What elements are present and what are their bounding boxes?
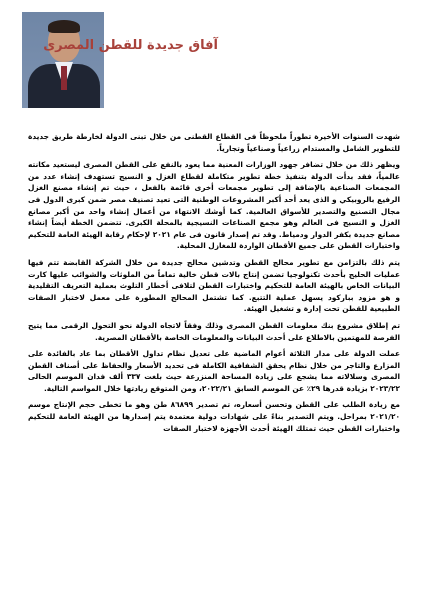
paragraph: عملت الدولة على مدار الثلاثة أعوام الماضية على تعديل نظام تداول الأقطان بما عاد بالفائدة على المزارع والتاجر من خلال نظام يحقق الشفافية الكاملة فى تحديد الأسعار والحفاظ على أصناف القطن المصرى وسلالاته مما يشجع على زيادة المساحة المنزرعة حيث بلغت ٣٣٧ ألف فدان الموسم الحالى ٢٠٢٣/٢٢ بزيادة قدرها ٢٩٪ عن الموسم السابق ٢٠٢٢/٢١، ومن المتوقع زيادتها خلال المواسم التالية. (28, 349, 400, 393)
paragraph: تم إطلاق مشروع بنك معلومات القطن المصرى وذلك وفقاً لاتجاه الدولة نحو التحول الرقمى مما يتيح الفرصة للمهتمين بالاطلاع على أحدث البيانات والمعلومات الخاصة بالأقطان المصرية. (28, 320, 400, 342)
photo-hair (48, 20, 80, 33)
article-body (28, 131, 400, 439)
photo-tie (61, 66, 67, 90)
article-title: آفاق جديدة للقطن المصرى (43, 38, 218, 53)
paragraph: شهدت السنوات الأخيرة تطوراً ملحوظاً فى القطاع القطنى من خلال تبنى الدولة لخارطة طريق جديدة للتطوير الشامل والمستدام زراعياً وصناعياً وتجارياً. (28, 132, 400, 153)
paragraph: يتم ذلك بالتزامن مع تطوير محالج القطن وتدشين محالج جديدة من خلال الشركة القابضة تتم فيها عمليات الحليج بأحدث تكنولوجيا تضمن إنتاج بالات قطن خالية تماماً من الملوثات والشوائب عليها كارت البيانات الخاص بالهيئة العامة للتحكيم واختبارات القطن لتلافى أخطار التلوث بعملية التعريف التقليدية و هو مزود بباركود يسهل عملية التتبع. كما تشتمل المحالج المطورة على معمل لاختبار الصفات الطبيعية للقطن تحت إدارة و تشغيل الهيئة. (28, 257, 400, 314)
paragraph: ويظهر ذلك من خلال تضافر جهود الوزارات المعنية مما يعود بالنفع على القطن المصرى ليستعيد مكانته عالمياً، فقد بدأت الدولة بتنفيذ خطة تطوير متكاملة لقطاع الغزل و النسيج تستهدف إنشاء عدد من المجمعات الصناعية بالإضافة إلى تطوير مجمعات أخرى قائمة بالفعل ، حيث تم إنشاء مصنع الغزل الرفيع بالروبيكي و الذى يعد أحد أكبر المشروعات الوطنية التى تعيد تصنيف مصر ضمن كبرى الدول فى مجال التصنيع والتصدير للأسواق العالمية. كما أوشك الانتهاء من أعمال إنشاء واحد من أكبر مصانع الغزل و النسيج فى العالم وهو مجمع الصناعات النسيجية بالمحلة الكبرى. تتضمن الخطة أيضاً إنشاء مصانع جديدة بكفر الدوار ودمياط. وقد تم إصدار قانون فى عام ٢٠٢١ لإحكام رقابة الهيئة العامة للتحكيم واختبارات القطن على جميع الأقطان الواردة للمغازل المحلية. (28, 160, 401, 251)
paragraph: مع زيادة الطلب على القطن وتحسن أسعاره، تم تصدير ٨٦٨٩٩ طن وهو ما تخطى حجم الإنتاج موسم ٢٠٢١/٢٠ بمراحل. ويتم التصدير بناءً على شهادات دولية معتمدة يتم إصدارها من الهيئة العامة للتحكيم واختبارات القطن حيث تمتلك الهيئة أحدث الأجهزة لاختبار الصفات (28, 400, 400, 433)
author-photo (22, 12, 104, 108)
